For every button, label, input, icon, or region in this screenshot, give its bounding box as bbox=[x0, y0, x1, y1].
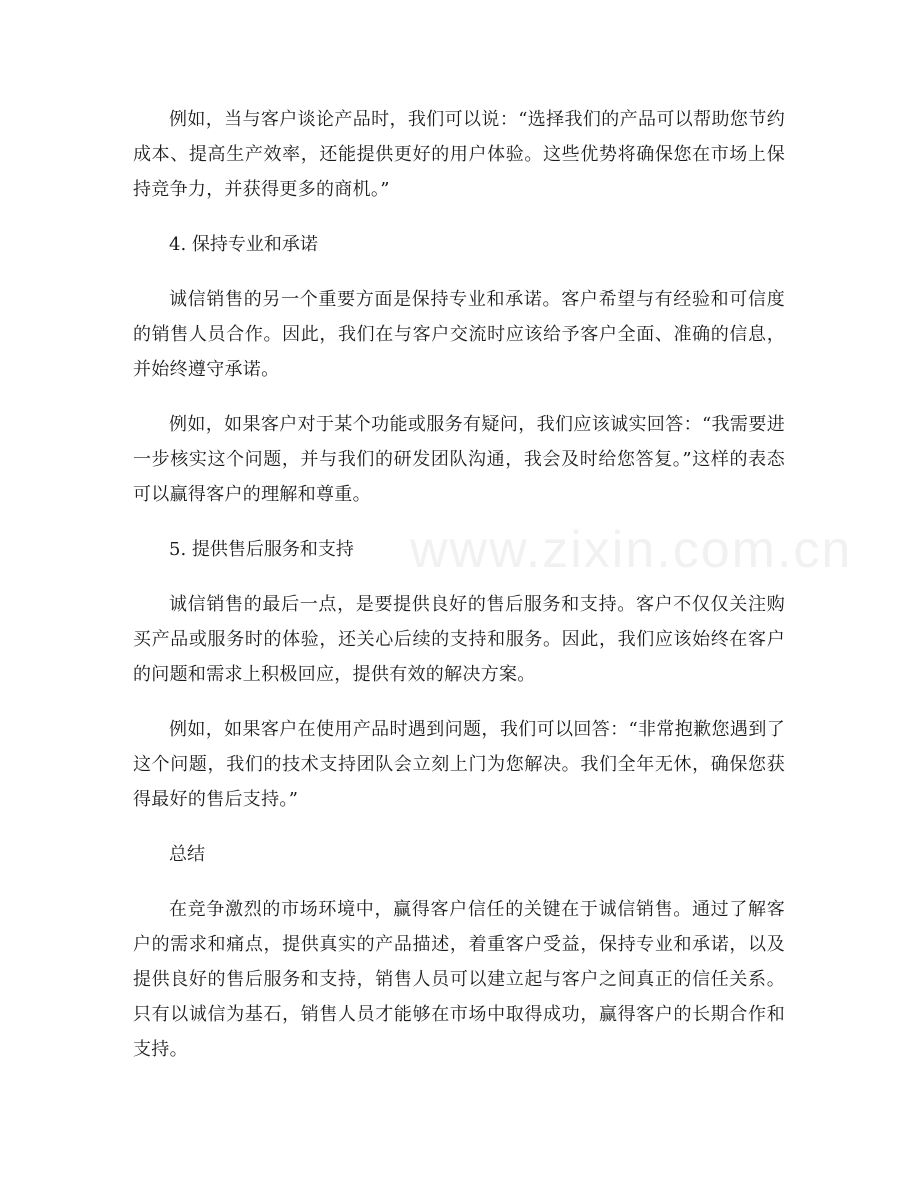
paragraph: 例如，当与客户谈论产品时，我们可以说：“选择我们的产品可以帮助您节约成本、提高生产效率，还能提供更好的用户体验。这些优势将确保您在市场上保持竞争力，并获得更多的商机。” bbox=[133, 109, 785, 200]
paragraph: 在竞争激烈的市场环境中，赢得客户信任的关键在于诚信销售。通过了解客户的需求和痛点，提供真实的产品描述，着重客户受益，保持专业和承诺，以及提供良好的售后服务和支持，销售人员可以建立起与客户之间真正的信任关系。只有以诚信为基石，销售人员才能够在市场中取得成功，赢得客户的长期合作和支持。 bbox=[133, 899, 785, 1060]
paragraph: 诚信销售的最后一点，是要提供良好的售后服务和支持。客户不仅仅关注购买产品或服务时的体验，还关心后续的支持和服务。因此，我们应该始终在客户的问题和需求上积极回应，提供有效的解决方案。 bbox=[133, 594, 785, 685]
section-heading: 总结 bbox=[169, 844, 205, 865]
document-body bbox=[133, 102, 785, 1087]
paragraph: 例如，如果客户在使用产品时遇到问题，我们可以回答：“非常抱歉您遇到了这个问题，我们的技术支持团队会立刻上门为您解决。我们全年无休，确保您获得最好的售后支持。” bbox=[133, 719, 785, 810]
paragraph: 例如，如果客户对于某个功能或服务有疑问，我们应该诚实回答：“我需要进一步核实这个问题，并与我们的研发团队沟通，我会及时给您答复。”这样的表态可以赢得客户的理解和尊重。 bbox=[133, 414, 785, 505]
section-heading: 4. 保持专业和承诺 bbox=[169, 234, 318, 255]
section-heading: 5. 提供售后服务和支持 bbox=[169, 539, 354, 560]
paragraph: 诚信销售的另一个重要方面是保持专业和承诺。客户希望与有经验和可信度的销售人员合作。因此，我们在与客户交流时应该给予客户全面、准确的信息，并始终遵守承诺。 bbox=[133, 289, 785, 380]
watermark: www.zixin.com.cn bbox=[410, 521, 853, 579]
